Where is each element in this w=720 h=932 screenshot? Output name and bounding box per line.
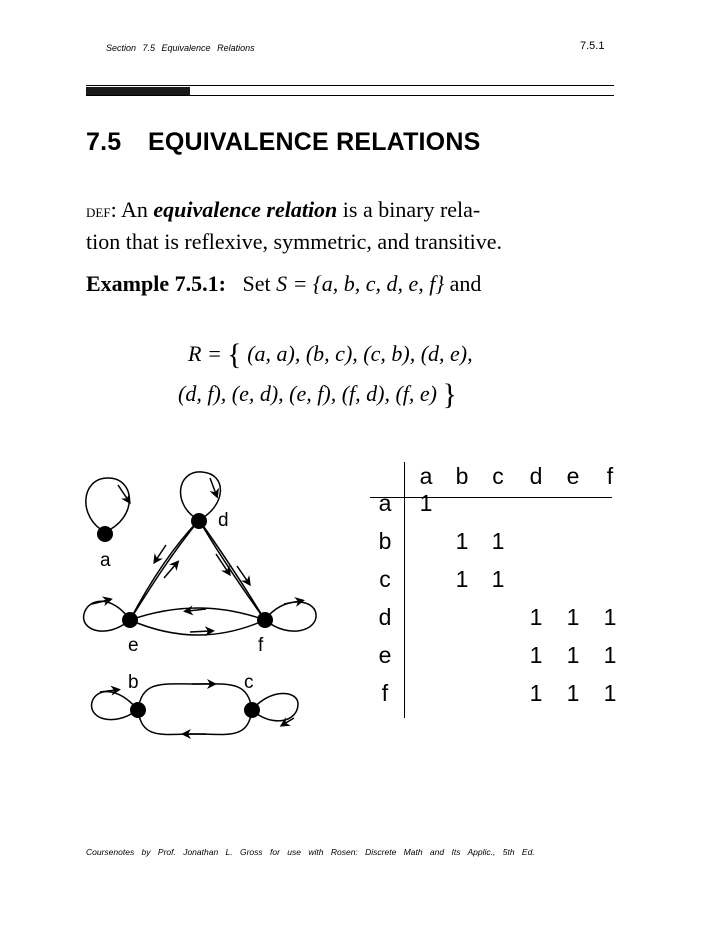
matrix-col-header-b: b [455, 463, 469, 489]
matrix-horizontal-rule [370, 497, 612, 498]
section-heading: EQUIVALENCE RELATIONS [148, 128, 481, 156]
edge-c-b [138, 710, 252, 734]
edge-e-f-arrow [190, 631, 210, 632]
matrix-cell: 1 [603, 604, 617, 630]
edge-a-a [86, 478, 130, 532]
relation-pairs-2: (d, f), (e, d), (e, f), (f, d), (f, e) [178, 381, 438, 406]
edge-b-b [92, 692, 138, 720]
matrix-cell: 1 [566, 642, 580, 668]
matrix-cell: 1 [529, 604, 543, 630]
matrix-col-header-f: f [606, 463, 614, 489]
matrix-cell: 1 [603, 680, 617, 706]
example-label: Example 7.5.1: [86, 271, 226, 296]
running-head: Section 7.5 Equivalence Relations [106, 43, 255, 53]
edge-f-e-arrow [188, 609, 206, 611]
matrix-cell: 1 [419, 490, 433, 516]
matrix-cell: 1 [603, 642, 617, 668]
footer: Coursenotes by Prof. Jonathan L. Gross for use with Rosen: Discrete Math and Its Applic., 5th Ed. [86, 847, 535, 857]
matrix-col-header-d: d [529, 463, 543, 489]
node-label-f: f [258, 635, 264, 656]
matrix-row-header-c: c [379, 566, 391, 592]
node-label-b: b [128, 672, 139, 693]
relation-pairs-1: (a, a), (b, c), (c, b), (d, e), [247, 341, 473, 366]
node-b [130, 702, 146, 718]
node-c [244, 702, 260, 718]
matrix-cell: 1 [455, 566, 469, 592]
definition-rest: is a binary rela- [342, 197, 481, 222]
node-e [122, 612, 138, 628]
edge-d-e [130, 520, 199, 620]
definition-tag: def [86, 201, 111, 222]
node-a [97, 526, 113, 542]
matrix-vertical-rule [404, 462, 405, 718]
edge-b-b-arrow [100, 690, 116, 692]
section-number: 7.5 [86, 128, 122, 156]
matrix-row-header-a: a [378, 490, 392, 516]
matrix-row-header-d: d [378, 604, 392, 630]
matrix-cell: 1 [455, 528, 469, 554]
relation-brace-close: } [442, 378, 457, 411]
matrix-cell: 1 [529, 642, 543, 668]
matrix-row-header-f: f [381, 680, 389, 706]
definition-term: equivalence relation [153, 197, 338, 222]
matrix-cell: 1 [529, 680, 543, 706]
edge-e-d-arrow [164, 564, 176, 578]
edge-d-d-arrow [210, 478, 216, 494]
matrix-cell: 1 [491, 528, 505, 554]
example-text-set: Set [242, 271, 271, 296]
matrix-row-header-e: e [378, 642, 392, 668]
example-set: S = {a, b, c, d, e, f} [276, 271, 445, 296]
edge-b-c [138, 684, 252, 710]
edge-d-e-arrow [156, 545, 166, 560]
example-text-and: and [449, 271, 482, 296]
page-number: 7.5.1 [580, 40, 605, 52]
relation-brace-open: { [227, 338, 242, 371]
matrix-col-header-a: a [419, 463, 433, 489]
edge-d-d [181, 472, 221, 520]
relation-lhs: R = [188, 341, 222, 366]
node-d [191, 513, 207, 529]
edge-f-d [199, 520, 265, 620]
matrix-col-header-e: e [566, 463, 580, 489]
matrix-row-header-b: b [378, 528, 392, 554]
edge-e-d [130, 520, 199, 620]
definition-line-1: def: An equivalence relation is a binary rela- [86, 197, 481, 222]
relation-matrix [370, 462, 620, 722]
definition-line-2: tion that is reflexive, symmetric, and transitive. [86, 229, 503, 254]
matrix-cell: 1 [566, 680, 580, 706]
matrix-cell: 1 [491, 566, 505, 592]
node-f [257, 612, 273, 628]
node-label-a: a [100, 550, 111, 571]
node-label-d: d [218, 510, 229, 531]
matrix-cell: 1 [566, 604, 580, 630]
matrix-col-header-c: c [492, 463, 504, 489]
definition-lead: An [120, 197, 148, 222]
edge-f-f [265, 602, 316, 631]
node-label-e: e [128, 635, 139, 656]
node-label-c: c [244, 672, 254, 693]
edge-e-f [130, 620, 265, 635]
